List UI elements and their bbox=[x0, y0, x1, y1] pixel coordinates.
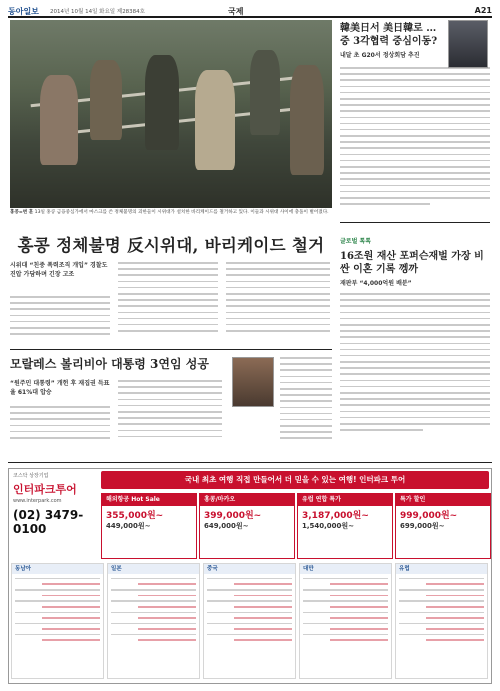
portrait-photo bbox=[448, 20, 488, 68]
photo-caption: 홍콩=변 훈 13일 홍콩 금융중심가에서 마스크를 쓴 정체불명의 괴한들이 시위대가 설치한 바리케이드를 철거하고 있다. 이들과 시위대 사이에 충돌이 벌어졌다. bbox=[10, 210, 329, 215]
ad-panel: 해외항공 Hot Sale 355,000원~ 449,000원~ bbox=[101, 493, 197, 559]
ad-grid-cell: 중국 bbox=[203, 563, 296, 679]
column-badge: 글로벌 톡톡 bbox=[340, 238, 372, 245]
bolivia-body-col-3 bbox=[280, 357, 332, 444]
main-subhead: 시위대 “친중 폭력조직 개입” 경찰도 진압 가담하며 긴장 고조 bbox=[10, 262, 108, 278]
page-number: A21 bbox=[474, 6, 492, 15]
ad-banner: 국내 최초 여행 직접 만들어서 더 믿을 수 있는 여행! 인터파크 투어 bbox=[101, 471, 489, 489]
ad-grid-cell: 대만 bbox=[299, 563, 392, 679]
newspaper-name: 동아일보 bbox=[8, 6, 39, 16]
ad-brand-tagline: 코스닥 상장기업 bbox=[13, 473, 49, 479]
global-subhead: 재판부 “4,000억원 배분” bbox=[340, 280, 412, 287]
ad-brand-name: 인터파크투어 bbox=[13, 483, 77, 496]
main-body-col-2 bbox=[118, 262, 218, 336]
global-body bbox=[340, 293, 490, 431]
issue-date: 2014년 10월 14일 화요일 제28384호 bbox=[50, 9, 145, 15]
global-talk-article bbox=[340, 228, 490, 435]
ad-brand-block bbox=[9, 469, 99, 559]
lead-photo bbox=[10, 20, 332, 208]
ad-grid-cell: 동남아 bbox=[11, 563, 104, 679]
global-headline: 16조원 재산 포퍼슨재벌 가장 비싼 이혼 기록 껭까 bbox=[340, 251, 484, 275]
ad-panel: 특가 할인 999,000원~ 699,000원~ bbox=[395, 493, 491, 559]
ad-panel: 홍콩/마카오 399,000원~ 649,000원~ bbox=[199, 493, 295, 559]
sidebar-article bbox=[340, 20, 490, 209]
travel-advertisement bbox=[8, 468, 492, 684]
main-body-col-3 bbox=[226, 262, 330, 336]
sidebar-body bbox=[340, 67, 490, 205]
bolivia-body-col-1 bbox=[10, 406, 110, 443]
ad-phone: (02) 3479-0100 bbox=[13, 508, 84, 536]
ad-panel: 유럽 연합 특가 3,187,000원~ 1,540,000원~ bbox=[297, 493, 393, 559]
section-label: 국제 bbox=[228, 7, 244, 16]
ad-grid-cell: 유럽 bbox=[395, 563, 488, 679]
morales-photo bbox=[232, 357, 274, 407]
ad-product-grid bbox=[11, 563, 489, 681]
ad-url: www.interpark.com bbox=[13, 498, 62, 504]
main-body-col-1 bbox=[10, 296, 110, 339]
bolivia-headline: 모랄레스 볼리비아 대통령 3연임 성공 bbox=[10, 357, 209, 371]
sidebar-subhead: 내달 초 G20서 정상회담 추진 bbox=[340, 52, 420, 59]
masthead bbox=[8, 6, 492, 18]
main-headline: 홍콩 정체불명 反시위대, 바리케이드 철거 bbox=[17, 236, 325, 255]
ad-grid-cell: 일본 bbox=[107, 563, 200, 679]
bolivia-subhead: “원주민 대통령” 개헌 후 재집권 득표율 61%대 압승 bbox=[10, 380, 110, 396]
sidebar-headline: 韓美日서 美日韓로 … 중 3각협력 중심이동? bbox=[340, 23, 438, 47]
bolivia-body-col-2 bbox=[118, 380, 222, 442]
